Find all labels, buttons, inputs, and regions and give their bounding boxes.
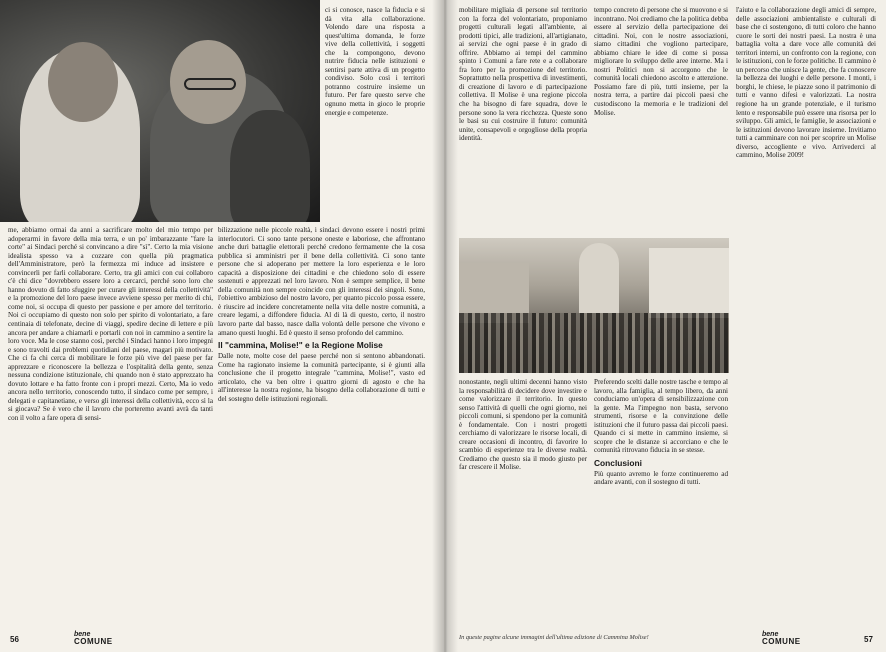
logo-top: bene: [762, 631, 779, 638]
article-column-top: [325, 6, 425, 117]
paragraph: bilizzazione nelle piccole realtà, i sindaci devono essere i nostri primi interlocutori. Ci sono tante persone oneste e laboriose, che affrontano anche duri battaglie elettorali perché credono fermamente che la cosa pubblica si amministri per il bene della collettività. Ci sono tante persone che si adoperano per mettere la loro esperienza e le loro capacità a disposizione dei cittadini e che chiedono solo di essere sostenuti e apprezzati nel loro lavoro. Non è sempre semplice, il bene della comunità non sempre coincide con gli interessi dei singoli. Sono, l'obiettivo ambizioso del nostro lavoro, per quanto piccolo possa essere, è riuscire ad incidere concretamente nella vita delle nostre comunità, a creare legami, a diffondere fiducia. Al di là di questo, certo, il nostro lavoro parte dal basso, nasce dalla volontà delle persone che vivono e amano questi luoghi. Ed è questo il senso profondo del cammino.: [218, 226, 425, 337]
article-column-1: [459, 6, 587, 143]
magazine-logo: [762, 631, 801, 645]
photo-caption: In queste pagine alcune immagini dell'ultima edizione di Cammina Molise!: [459, 634, 649, 641]
article-column-2: [594, 6, 728, 117]
article-column-2: [218, 226, 425, 403]
section-heading: Il "cammina, Molise!" e la Regione Molise: [218, 340, 383, 351]
page-number: 56: [10, 635, 19, 644]
paragraph: ci si conosce, nasce la fiducia e si dà vita alla collaborazione. Volendo dare una risposta a quest'ultima domanda, le forze vive della collettività, i soggetti che la compongono, devono nutrire fiducia nelle istituzioni e sentirsi parte attiva di un progetto condiviso. Solo così i territori potranno costruire insieme un futuro. Per fare questo serve che ognuno metta in gioco le proprie energie e competenze.: [325, 6, 425, 117]
article-column-1: [8, 226, 213, 423]
magazine-logo: [74, 631, 113, 645]
logo-top: bene: [74, 631, 91, 638]
photo-two-men: [0, 0, 320, 222]
photo-crowd-square: [459, 238, 729, 373]
article-column-3: [736, 6, 876, 160]
paragraph: l'aiuto e la collaborazione degli amici di sempre, delle associazioni ambientaliste e culturali di base che ci sostengono, di tutti coloro che hanno cuore le sorti dei nostri paesi. La nostra è una battaglia volta a dare voce alle comunità dei territori interni, un confronto con la regione, con le istituzioni, con le forze politiche. Il cammino è un percorso che unisce la gente, che fa conoscere la bellezza dei luoghi e delle persone. I monti, i borghi, le chiese, le piazze sono il patrimonio di tutti e vanno difesi e valorizzati. La nostra regione ha un grande potenziale, e il turismo lento e responsabile può essere una risorsa per lo sviluppo. Gli amici, le famiglie, le associazioni e le istituzioni devono lavorare insieme. Invitiamo tutti a camminare con noi per scoprire un Molise diverso, accogliente e vivo. Arrivederci al cammino, Molise 2009!: [736, 6, 876, 160]
logo-bottom: COMUNE: [74, 637, 113, 646]
paragraph: Più quanto avremo le forze continueremo ad andare avanti, con il sostegno di tutti.: [594, 469, 728, 487]
paragraph: Preferendo scelti dalle nostre tasche e tempo al lavoro, alla famiglia, al tempo libero, da anni conduciamo un'opera di sensibilizzazione con la gente. Ma l'impegno non basta, servono strumenti, risorse e la convinzione delle istituzioni che il futuro passa dai piccoli paesi. Quando ci si mette in cammino insieme, si scopre che le distanze si accorciano e che le comunità ritrovano fiducia in se stesse.: [594, 378, 728, 455]
page-number: 57: [864, 635, 873, 644]
right-page: [444, 0, 886, 652]
paragraph: nonostante, negli ultimi decenni hanno visto la responsabilità di decidere dove investire e come valorizzare il territorio. In questo senso l'attività di quelli che ogni giorno, nei piccoli comuni, si spendono per la comunità è fondamentale. Con i nostri progetti cerchiamo di valorizzare le risorse locali, di creare occasioni di incontro, di favorire lo scambio di esperienze tra le diverse realtà. Crediamo che questo sia il modo giusto per far crescere il Molise.: [459, 378, 587, 472]
logo-bottom: COMUNE: [762, 637, 801, 646]
paragraph: me, abbiamo ormai da anni a sacrificare molto del mio tempo per adoperarmi in favore della mia terra, e un po' imbarazzante "fare la corte" ai Sindaci perché si convincano a dire "sì". Certo la mia visione idealista spesso va a cozzare con quella più pragmatica dell'Amministratore, però la fermezza mi induce ad insistere e convincerli per farli collaborare. Certo, tra gli amici con cui collaboro c'è chi dice "dovrebbero essere loro a cercarci, perché sono loro che hanno dovuto di fatto sfuggire per curare gli interessi della collettività" e la promozione del loro paese invece avviene spesso per merito di chi, come noi, si occupa di questo per passione e per amore del territorio. Noi ci occupiamo di questo non solo per spirito di volontariato, a fare centinaia di telefonate, decine di viaggi, spedire decine di lettere e più ancora per andare a chiamarli e portarli con noi in cammino a sentire la loro voce. Ma le cose stanno così, perché i Sindaci hanno i loro impegni e sono travolti dai problemi quotidiani del paese, magari più motivato. Che ci fa chi cerca di mobilitare le forze più vive del paese per far apprezzare e riconoscere la bellezza e l'ospitalità della gente, senza nessuna condizione istituzionale, chi quando non è stato apprezzato ha dovuto lottare e ha fatto fronte con i propri mezzi. Certo, Ma io vedo ancora nello territorio, conoscendo tutto, il sindaco come per sempre, i delegati e capitanetiane, e verso gli interessi della collettività, ecco sì la si giocava? Se è vero che il lavoro che porteremo avanti avrà da tanti con il volto a fare opera di sensi-: [8, 226, 213, 423]
paragraph: tempo concreto di persone che si muovono e si incontrano. Noi crediamo che la politica debba essere al servizio della partecipazione dei cittadini. Noi, con le nostre associazioni, siamo cittadini che vogliono partecipare, abbiamo chiare le idee di come si possa migliorare lo sviluppo delle aree interne. Ma i nostri Politici non si accorgono che le comunità locali chiedono ascolto e attenzione. Possiamo fare di più, tutti insieme, per la nostra terra, a partire dai piccoli paesi che custodiscono la memoria e le tradizioni del Molise.: [594, 6, 728, 117]
article-column-1-lower: [459, 378, 587, 472]
paragraph: Dalle note, molte cose del paese perché non si sentono abbandonati. Come ha ragionato insieme la comunità partecipante, si è giunti alla conclusione che il progetto integrale "cammina, Molise!", vasto ed articolato, che va ben oltre i quattro giorni di agosto e che ha all'interesse la nostra regione, ha bisogno della collaborazione di tutti e del sostegno delle istituzioni regionali.: [218, 352, 425, 403]
section-heading: Conclusioni: [594, 457, 642, 468]
paragraph: mobilitare migliaia di persone sul territorio con la forza del volontariato, proponiamo progetti culturali legati all'ambiente, ai prodotti tipici, alle tradizioni, all'artigianato, ai servizi che ogni paese è in grado di offrire. Abbiamo ai tempi del cammino spinto i Comuni a fare rete e a collaborare fra loro per la promozione del territorio. Soprattutto nella prospettiva di investimenti, di creazione di lavoro e di partecipazione collettiva. Il Molise è una regione piccola che ha bisogno di fare squadra, dove le persone sono la vera ricchezza. Queste sono le basi su cui costruire il futuro: comunità unite, consapevoli e orgogliose della propria identità.: [459, 6, 587, 143]
article-column-2-lower: [594, 378, 728, 487]
